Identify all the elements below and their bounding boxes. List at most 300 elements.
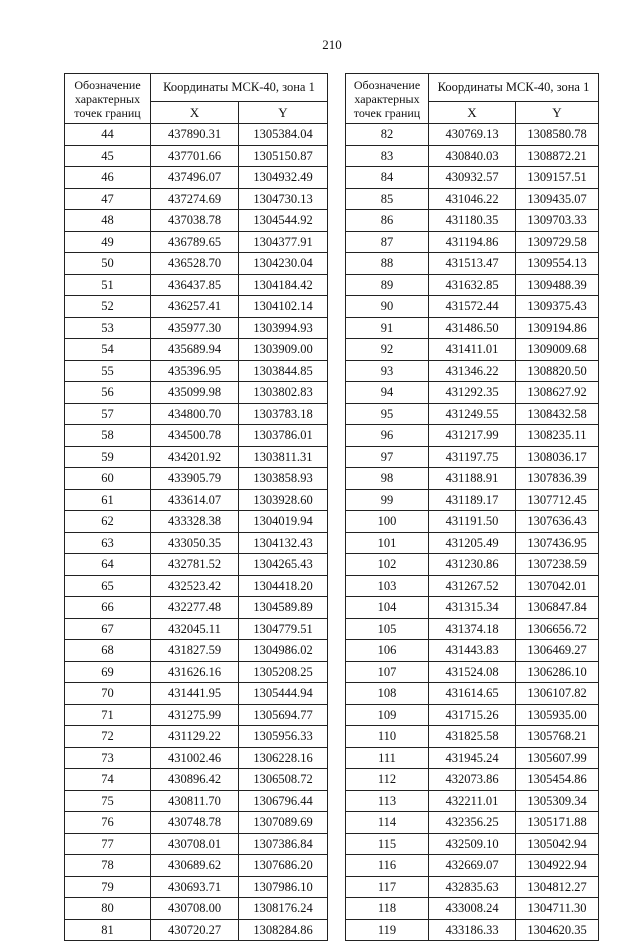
header-point-label: Обозначение характерных точек границ bbox=[346, 74, 429, 124]
x-coordinate-cell: 431945.24 bbox=[429, 747, 516, 769]
point-number-cell: 116 bbox=[346, 855, 429, 877]
point-number-cell: 80 bbox=[65, 898, 151, 920]
y-coordinate-cell: 1307089.69 bbox=[239, 812, 328, 834]
y-coordinate-cell: 1304922.94 bbox=[516, 855, 599, 877]
point-number-cell: 69 bbox=[65, 661, 151, 683]
table-body bbox=[346, 124, 599, 941]
x-coordinate-cell: 431267.52 bbox=[429, 575, 516, 597]
coordinates-table-left bbox=[64, 73, 328, 941]
x-coordinate-cell: 432509.10 bbox=[429, 833, 516, 855]
table-row bbox=[346, 726, 599, 748]
table-row bbox=[65, 382, 328, 404]
header-y: Y bbox=[516, 102, 599, 124]
table-row bbox=[65, 188, 328, 210]
x-coordinate-cell: 431292.35 bbox=[429, 382, 516, 404]
x-coordinate-cell: 437496.07 bbox=[151, 167, 239, 189]
point-number-cell: 55 bbox=[65, 360, 151, 382]
y-coordinate-cell: 1306286.10 bbox=[516, 661, 599, 683]
table-row bbox=[346, 532, 599, 554]
table-row bbox=[346, 511, 599, 533]
x-coordinate-cell: 431346.22 bbox=[429, 360, 516, 382]
point-number-cell: 107 bbox=[346, 661, 429, 683]
y-coordinate-cell: 1304184.42 bbox=[239, 274, 328, 296]
point-number-cell: 59 bbox=[65, 446, 151, 468]
point-number-cell: 83 bbox=[346, 145, 429, 167]
x-coordinate-cell: 431180.35 bbox=[429, 210, 516, 232]
page-number: 210 bbox=[322, 37, 342, 52]
point-number-cell: 114 bbox=[346, 812, 429, 834]
table-row bbox=[65, 210, 328, 232]
header-point-label: Обозначение характерных точек границ bbox=[65, 74, 151, 124]
header-coords-label: Координаты МСК-40, зона 1 bbox=[429, 74, 599, 102]
point-number-cell: 108 bbox=[346, 683, 429, 705]
table-row bbox=[346, 210, 599, 232]
point-number-cell: 57 bbox=[65, 403, 151, 425]
point-number-cell: 77 bbox=[65, 833, 151, 855]
x-coordinate-cell: 431129.22 bbox=[151, 726, 239, 748]
header-y: Y bbox=[239, 102, 328, 124]
table-row bbox=[65, 704, 328, 726]
table-row bbox=[65, 317, 328, 339]
table-row bbox=[65, 339, 328, 361]
point-number-cell: 96 bbox=[346, 425, 429, 447]
y-coordinate-cell: 1306228.16 bbox=[239, 747, 328, 769]
point-number-cell: 45 bbox=[65, 145, 151, 167]
table-row bbox=[346, 919, 599, 941]
x-coordinate-cell: 431189.17 bbox=[429, 489, 516, 511]
x-coordinate-cell: 432669.07 bbox=[429, 855, 516, 877]
y-coordinate-cell: 1305935.00 bbox=[516, 704, 599, 726]
y-coordinate-cell: 1304418.20 bbox=[239, 575, 328, 597]
y-coordinate-cell: 1309488.39 bbox=[516, 274, 599, 296]
y-coordinate-cell: 1304019.94 bbox=[239, 511, 328, 533]
x-coordinate-cell: 437038.78 bbox=[151, 210, 239, 232]
point-number-cell: 94 bbox=[346, 382, 429, 404]
table-row bbox=[346, 833, 599, 855]
x-coordinate-cell: 435099.98 bbox=[151, 382, 239, 404]
x-coordinate-cell: 430811.70 bbox=[151, 790, 239, 812]
point-number-cell: 117 bbox=[346, 876, 429, 898]
point-number-cell: 93 bbox=[346, 360, 429, 382]
table-row bbox=[346, 468, 599, 490]
x-coordinate-cell: 431217.99 bbox=[429, 425, 516, 447]
x-coordinate-cell: 433186.33 bbox=[429, 919, 516, 941]
y-coordinate-cell: 1309703.33 bbox=[516, 210, 599, 232]
table-row bbox=[346, 296, 599, 318]
y-coordinate-cell: 1303783.18 bbox=[239, 403, 328, 425]
y-coordinate-cell: 1303811.31 bbox=[239, 446, 328, 468]
x-coordinate-cell: 430708.01 bbox=[151, 833, 239, 855]
point-number-cell: 44 bbox=[65, 124, 151, 146]
point-number-cell: 48 bbox=[65, 210, 151, 232]
x-coordinate-cell: 431411.01 bbox=[429, 339, 516, 361]
point-number-cell: 89 bbox=[346, 274, 429, 296]
table-row bbox=[346, 188, 599, 210]
x-coordinate-cell: 430932.57 bbox=[429, 167, 516, 189]
point-number-cell: 58 bbox=[65, 425, 151, 447]
table-row bbox=[346, 403, 599, 425]
point-number-cell: 63 bbox=[65, 532, 151, 554]
table-row bbox=[346, 274, 599, 296]
y-coordinate-cell: 1307386.84 bbox=[239, 833, 328, 855]
table-row bbox=[65, 575, 328, 597]
table-body bbox=[65, 124, 328, 941]
x-coordinate-cell: 437274.69 bbox=[151, 188, 239, 210]
x-coordinate-cell: 436437.85 bbox=[151, 274, 239, 296]
y-coordinate-cell: 1308036.17 bbox=[516, 446, 599, 468]
y-coordinate-cell: 1308627.92 bbox=[516, 382, 599, 404]
y-coordinate-cell: 1306469.27 bbox=[516, 640, 599, 662]
point-number-cell: 70 bbox=[65, 683, 151, 705]
y-coordinate-cell: 1304377.91 bbox=[239, 231, 328, 253]
point-number-cell: 104 bbox=[346, 597, 429, 619]
table-row bbox=[346, 124, 599, 146]
point-number-cell: 68 bbox=[65, 640, 151, 662]
y-coordinate-cell: 1306656.72 bbox=[516, 618, 599, 640]
y-coordinate-cell: 1308432.58 bbox=[516, 403, 599, 425]
x-coordinate-cell: 433050.35 bbox=[151, 532, 239, 554]
x-coordinate-cell: 431441.95 bbox=[151, 683, 239, 705]
point-number-cell: 110 bbox=[346, 726, 429, 748]
y-coordinate-cell: 1306508.72 bbox=[239, 769, 328, 791]
y-coordinate-cell: 1307636.43 bbox=[516, 511, 599, 533]
x-coordinate-cell: 433905.79 bbox=[151, 468, 239, 490]
x-coordinate-cell: 432781.52 bbox=[151, 554, 239, 576]
x-coordinate-cell: 431572.44 bbox=[429, 296, 516, 318]
table-row bbox=[346, 618, 599, 640]
y-coordinate-cell: 1305171.88 bbox=[516, 812, 599, 834]
point-number-cell: 52 bbox=[65, 296, 151, 318]
point-number-cell: 61 bbox=[65, 489, 151, 511]
point-number-cell: 119 bbox=[346, 919, 429, 941]
point-number-cell: 106 bbox=[346, 640, 429, 662]
x-coordinate-cell: 432356.25 bbox=[429, 812, 516, 834]
x-coordinate-cell: 434500.78 bbox=[151, 425, 239, 447]
y-coordinate-cell: 1305384.04 bbox=[239, 124, 328, 146]
point-number-cell: 51 bbox=[65, 274, 151, 296]
y-coordinate-cell: 1305694.77 bbox=[239, 704, 328, 726]
y-coordinate-cell: 1305042.94 bbox=[516, 833, 599, 855]
point-number-cell: 100 bbox=[346, 511, 429, 533]
point-number-cell: 82 bbox=[346, 124, 429, 146]
table-row bbox=[65, 812, 328, 834]
y-coordinate-cell: 1304932.49 bbox=[239, 167, 328, 189]
table-row bbox=[65, 511, 328, 533]
table-row bbox=[65, 554, 328, 576]
x-coordinate-cell: 430689.62 bbox=[151, 855, 239, 877]
y-coordinate-cell: 1304589.89 bbox=[239, 597, 328, 619]
y-coordinate-cell: 1306847.84 bbox=[516, 597, 599, 619]
point-number-cell: 112 bbox=[346, 769, 429, 791]
y-coordinate-cell: 1307686.20 bbox=[239, 855, 328, 877]
y-coordinate-cell: 1307836.39 bbox=[516, 468, 599, 490]
y-coordinate-cell: 1305208.25 bbox=[239, 661, 328, 683]
table-row bbox=[65, 855, 328, 877]
y-coordinate-cell: 1308872.21 bbox=[516, 145, 599, 167]
point-number-cell: 72 bbox=[65, 726, 151, 748]
point-number-cell: 81 bbox=[65, 919, 151, 941]
y-coordinate-cell: 1305768.21 bbox=[516, 726, 599, 748]
y-coordinate-cell: 1304230.04 bbox=[239, 253, 328, 275]
table-row bbox=[65, 747, 328, 769]
table-row bbox=[346, 145, 599, 167]
x-coordinate-cell: 431230.86 bbox=[429, 554, 516, 576]
point-number-cell: 66 bbox=[65, 597, 151, 619]
y-coordinate-cell: 1303802.83 bbox=[239, 382, 328, 404]
x-coordinate-cell: 431486.50 bbox=[429, 317, 516, 339]
y-coordinate-cell: 1304620.35 bbox=[516, 919, 599, 941]
table-row bbox=[65, 661, 328, 683]
x-coordinate-cell: 431513.47 bbox=[429, 253, 516, 275]
y-coordinate-cell: 1309435.07 bbox=[516, 188, 599, 210]
x-coordinate-cell: 430720.27 bbox=[151, 919, 239, 941]
x-coordinate-cell: 431205.49 bbox=[429, 532, 516, 554]
table-row bbox=[65, 145, 328, 167]
x-coordinate-cell: 434800.70 bbox=[151, 403, 239, 425]
table-row bbox=[65, 124, 328, 146]
table-row bbox=[65, 532, 328, 554]
point-number-cell: 98 bbox=[346, 468, 429, 490]
x-coordinate-cell: 432523.42 bbox=[151, 575, 239, 597]
x-coordinate-cell: 430896.42 bbox=[151, 769, 239, 791]
point-number-cell: 78 bbox=[65, 855, 151, 877]
x-coordinate-cell: 431827.59 bbox=[151, 640, 239, 662]
point-number-cell: 85 bbox=[346, 188, 429, 210]
y-coordinate-cell: 1308235.11 bbox=[516, 425, 599, 447]
y-coordinate-cell: 1308284.86 bbox=[239, 919, 328, 941]
table-row bbox=[346, 317, 599, 339]
point-number-cell: 65 bbox=[65, 575, 151, 597]
x-coordinate-cell: 432211.01 bbox=[429, 790, 516, 812]
table-row bbox=[346, 640, 599, 662]
point-number-cell: 71 bbox=[65, 704, 151, 726]
y-coordinate-cell: 1305607.99 bbox=[516, 747, 599, 769]
point-number-cell: 90 bbox=[346, 296, 429, 318]
x-coordinate-cell: 432277.48 bbox=[151, 597, 239, 619]
point-number-cell: 105 bbox=[346, 618, 429, 640]
table-row bbox=[346, 425, 599, 447]
table-row bbox=[346, 446, 599, 468]
y-coordinate-cell: 1305150.87 bbox=[239, 145, 328, 167]
table-row bbox=[346, 575, 599, 597]
y-coordinate-cell: 1308580.78 bbox=[516, 124, 599, 146]
table-row bbox=[346, 747, 599, 769]
y-coordinate-cell: 1305956.33 bbox=[239, 726, 328, 748]
x-coordinate-cell: 431374.18 bbox=[429, 618, 516, 640]
table-row bbox=[346, 661, 599, 683]
table-row bbox=[65, 597, 328, 619]
x-coordinate-cell: 431715.26 bbox=[429, 704, 516, 726]
y-coordinate-cell: 1304730.13 bbox=[239, 188, 328, 210]
x-coordinate-cell: 431632.85 bbox=[429, 274, 516, 296]
table-row bbox=[65, 274, 328, 296]
y-coordinate-cell: 1309194.86 bbox=[516, 317, 599, 339]
y-coordinate-cell: 1309554.13 bbox=[516, 253, 599, 275]
point-number-cell: 50 bbox=[65, 253, 151, 275]
x-coordinate-cell: 431275.99 bbox=[151, 704, 239, 726]
point-number-cell: 87 bbox=[346, 231, 429, 253]
x-coordinate-cell: 431191.50 bbox=[429, 511, 516, 533]
table-row bbox=[346, 704, 599, 726]
point-number-cell: 62 bbox=[65, 511, 151, 533]
y-coordinate-cell: 1304711.30 bbox=[516, 898, 599, 920]
table-row bbox=[346, 339, 599, 361]
x-coordinate-cell: 433008.24 bbox=[429, 898, 516, 920]
y-coordinate-cell: 1303909.00 bbox=[239, 339, 328, 361]
point-number-cell: 46 bbox=[65, 167, 151, 189]
y-coordinate-cell: 1303994.93 bbox=[239, 317, 328, 339]
point-number-cell: 73 bbox=[65, 747, 151, 769]
y-coordinate-cell: 1305454.86 bbox=[516, 769, 599, 791]
y-coordinate-cell: 1307042.01 bbox=[516, 575, 599, 597]
y-coordinate-cell: 1309375.43 bbox=[516, 296, 599, 318]
point-number-cell: 92 bbox=[346, 339, 429, 361]
table-row bbox=[65, 769, 328, 791]
y-coordinate-cell: 1307238.59 bbox=[516, 554, 599, 576]
header-x: X bbox=[151, 102, 239, 124]
point-number-cell: 54 bbox=[65, 339, 151, 361]
table-row bbox=[65, 833, 328, 855]
point-number-cell: 67 bbox=[65, 618, 151, 640]
x-coordinate-cell: 431194.86 bbox=[429, 231, 516, 253]
point-number-cell: 53 bbox=[65, 317, 151, 339]
x-coordinate-cell: 430708.00 bbox=[151, 898, 239, 920]
table-row bbox=[65, 790, 328, 812]
y-coordinate-cell: 1304544.92 bbox=[239, 210, 328, 232]
x-coordinate-cell: 435689.94 bbox=[151, 339, 239, 361]
table-row bbox=[65, 468, 328, 490]
x-coordinate-cell: 431825.58 bbox=[429, 726, 516, 748]
y-coordinate-cell: 1309729.58 bbox=[516, 231, 599, 253]
x-coordinate-cell: 431626.16 bbox=[151, 661, 239, 683]
x-coordinate-cell: 430840.03 bbox=[429, 145, 516, 167]
table-row bbox=[346, 489, 599, 511]
x-coordinate-cell: 430693.71 bbox=[151, 876, 239, 898]
x-coordinate-cell: 435396.95 bbox=[151, 360, 239, 382]
table-row bbox=[346, 790, 599, 812]
table-row bbox=[65, 231, 328, 253]
table-row bbox=[65, 876, 328, 898]
y-coordinate-cell: 1308176.24 bbox=[239, 898, 328, 920]
y-coordinate-cell: 1304986.02 bbox=[239, 640, 328, 662]
table-row bbox=[65, 726, 328, 748]
point-number-cell: 74 bbox=[65, 769, 151, 791]
x-coordinate-cell: 431188.91 bbox=[429, 468, 516, 490]
point-number-cell: 79 bbox=[65, 876, 151, 898]
point-number-cell: 88 bbox=[346, 253, 429, 275]
x-coordinate-cell: 435977.30 bbox=[151, 317, 239, 339]
y-coordinate-cell: 1309157.51 bbox=[516, 167, 599, 189]
x-coordinate-cell: 436528.70 bbox=[151, 253, 239, 275]
table-row bbox=[346, 167, 599, 189]
table-row bbox=[346, 253, 599, 275]
table-row bbox=[346, 554, 599, 576]
point-number-cell: 75 bbox=[65, 790, 151, 812]
y-coordinate-cell: 1304812.27 bbox=[516, 876, 599, 898]
table-row bbox=[65, 618, 328, 640]
y-coordinate-cell: 1308820.50 bbox=[516, 360, 599, 382]
point-number-cell: 97 bbox=[346, 446, 429, 468]
x-coordinate-cell: 430748.78 bbox=[151, 812, 239, 834]
point-number-cell: 49 bbox=[65, 231, 151, 253]
table-row bbox=[65, 167, 328, 189]
x-coordinate-cell: 431197.75 bbox=[429, 446, 516, 468]
y-coordinate-cell: 1306107.82 bbox=[516, 683, 599, 705]
table-row bbox=[65, 683, 328, 705]
table-row bbox=[346, 231, 599, 253]
y-coordinate-cell: 1304265.43 bbox=[239, 554, 328, 576]
x-coordinate-cell: 430769.13 bbox=[429, 124, 516, 146]
table-row bbox=[65, 360, 328, 382]
point-number-cell: 111 bbox=[346, 747, 429, 769]
table-row bbox=[65, 446, 328, 468]
y-coordinate-cell: 1304779.51 bbox=[239, 618, 328, 640]
table-row bbox=[346, 855, 599, 877]
x-coordinate-cell: 431443.83 bbox=[429, 640, 516, 662]
x-coordinate-cell: 432073.86 bbox=[429, 769, 516, 791]
y-coordinate-cell: 1305309.34 bbox=[516, 790, 599, 812]
x-coordinate-cell: 437701.66 bbox=[151, 145, 239, 167]
header-coords-label: Координаты МСК-40, зона 1 bbox=[151, 74, 328, 102]
table-row bbox=[65, 403, 328, 425]
point-number-cell: 84 bbox=[346, 167, 429, 189]
table-row bbox=[65, 253, 328, 275]
x-coordinate-cell: 431046.22 bbox=[429, 188, 516, 210]
point-number-cell: 76 bbox=[65, 812, 151, 834]
x-coordinate-cell: 431524.08 bbox=[429, 661, 516, 683]
x-coordinate-cell: 433328.38 bbox=[151, 511, 239, 533]
point-number-cell: 56 bbox=[65, 382, 151, 404]
y-coordinate-cell: 1307712.45 bbox=[516, 489, 599, 511]
x-coordinate-cell: 434201.92 bbox=[151, 446, 239, 468]
point-number-cell: 101 bbox=[346, 532, 429, 554]
x-coordinate-cell: 432835.63 bbox=[429, 876, 516, 898]
point-number-cell: 86 bbox=[346, 210, 429, 232]
point-number-cell: 47 bbox=[65, 188, 151, 210]
coordinates-table-right bbox=[345, 73, 599, 941]
point-number-cell: 115 bbox=[346, 833, 429, 855]
x-coordinate-cell: 437890.31 bbox=[151, 124, 239, 146]
header-x: X bbox=[429, 102, 516, 124]
point-number-cell: 109 bbox=[346, 704, 429, 726]
x-coordinate-cell: 431315.34 bbox=[429, 597, 516, 619]
table-row bbox=[65, 489, 328, 511]
y-coordinate-cell: 1305444.94 bbox=[239, 683, 328, 705]
point-number-cell: 60 bbox=[65, 468, 151, 490]
y-coordinate-cell: 1309009.68 bbox=[516, 339, 599, 361]
point-number-cell: 103 bbox=[346, 575, 429, 597]
table-row bbox=[65, 425, 328, 447]
table-row bbox=[346, 769, 599, 791]
x-coordinate-cell: 431249.55 bbox=[429, 403, 516, 425]
table-row bbox=[346, 683, 599, 705]
x-coordinate-cell: 433614.07 bbox=[151, 489, 239, 511]
table-row bbox=[346, 382, 599, 404]
table-row bbox=[346, 360, 599, 382]
y-coordinate-cell: 1303928.60 bbox=[239, 489, 328, 511]
y-coordinate-cell: 1303786.01 bbox=[239, 425, 328, 447]
y-coordinate-cell: 1307986.10 bbox=[239, 876, 328, 898]
table-row bbox=[65, 640, 328, 662]
point-number-cell: 95 bbox=[346, 403, 429, 425]
y-coordinate-cell: 1306796.44 bbox=[239, 790, 328, 812]
table-row bbox=[65, 919, 328, 941]
x-coordinate-cell: 431614.65 bbox=[429, 683, 516, 705]
point-number-cell: 118 bbox=[346, 898, 429, 920]
point-number-cell: 91 bbox=[346, 317, 429, 339]
point-number-cell: 113 bbox=[346, 790, 429, 812]
point-number-cell: 99 bbox=[346, 489, 429, 511]
